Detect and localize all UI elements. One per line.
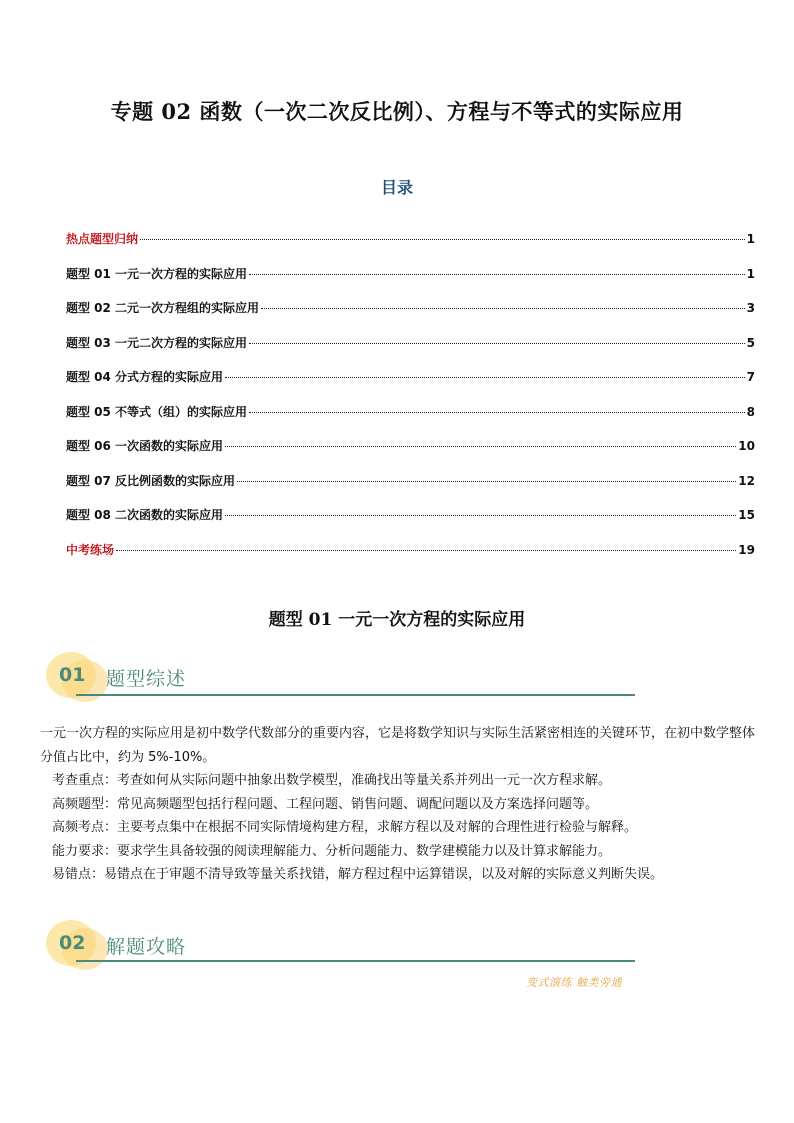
overview-point: 高频题型：常见高频题型包括行程问题、工程问题、销售问题、调配问题以及方案选择问题等。 — [52, 796, 599, 812]
banner-underline — [76, 694, 635, 696]
tagline: 变式演练 触类旁通 — [526, 976, 622, 989]
toc-entry-label: 题型 03 一元二次方程的实际应用 — [66, 335, 248, 350]
toc-entry-page: 15 — [738, 508, 755, 522]
banner-title: 解题攻略 — [106, 936, 187, 958]
toc-entry-label: 题型 01 一元一次方程的实际应用 — [66, 266, 248, 281]
overview-point: 易错点：易错点在于审题不清导致等量关系找错，解方程过程中运算错误，以及对解的实际意义判断失误。 — [52, 867, 664, 882]
toc-entry-page: 12 — [738, 473, 755, 488]
toc-entry-page: 1 — [746, 232, 755, 246]
banner-title: 题型综述 — [106, 668, 187, 690]
toc-entry-page: 8 — [746, 404, 755, 419]
toc-entry-page: 10 — [738, 439, 755, 453]
toc-leader-dots — [249, 343, 745, 344]
document-title: 专题 02 函数（一次二次反比例）、方程与不等式的实际应用 — [110, 99, 684, 124]
banner-strategy — [40, 920, 640, 970]
toc-entry-page: 1 — [746, 266, 755, 281]
banner-number: 02 — [59, 932, 86, 954]
toc-leader-dots — [249, 412, 745, 413]
toc-entry[interactable] — [66, 403, 755, 438]
toc-entry[interactable] — [66, 368, 755, 403]
toc-entry-label: 中考练场 — [66, 542, 115, 557]
overview-intro: 一元一次方程的实际应用是初中数学代数部分的重要内容，它是将数学知识与实际生活紧密相连的关键环节，在初中数学整体分值占比中，约为 5%-10%。 — [40, 726, 756, 765]
toc-entry-label: 题型 08 二次函数的实际应用 — [66, 508, 224, 522]
banner-underline — [76, 960, 635, 962]
overview-point: 能力要求：要求学生具备较强的阅读理解能力、分析问题能力、数学建模能力以及计算求解能力。 — [52, 843, 612, 859]
toc-entry-page: 19 — [738, 542, 755, 557]
toc-entry[interactable] — [66, 506, 755, 541]
toc-entry[interactable] — [66, 334, 755, 369]
toc-entry-label: 题型 05 不等式（组）的实际应用 — [66, 404, 248, 419]
overview-point: 高频考点：主要考点集中在根据不同实际情境构建方程，求解方程以及对解的合理性进行检验与解释。 — [52, 820, 638, 835]
toc-entry[interactable] — [66, 265, 755, 300]
section-title: 题型 01 一元一次方程的实际应用 — [268, 610, 526, 630]
toc-entry-label: 题型 02 二元一次方程组的实际应用 — [66, 301, 260, 315]
toc-entry-label: 热点题型归纳 — [66, 232, 139, 246]
banner-number: 01 — [59, 664, 86, 686]
toc-leader-dots — [225, 515, 736, 516]
toc-heading: 目录 — [380, 178, 413, 197]
banner-overview — [40, 652, 640, 702]
toc-leader-dots — [225, 377, 745, 378]
toc-entry[interactable] — [66, 230, 755, 265]
toc-leader-dots — [140, 239, 745, 240]
toc-entry-page: 3 — [746, 301, 755, 315]
toc-entry-label: 题型 07 反比例函数的实际应用 — [66, 473, 236, 488]
toc-entry[interactable] — [66, 299, 755, 334]
toc-entry-page: 7 — [746, 370, 755, 384]
toc-entry[interactable] — [66, 437, 755, 472]
toc-leader-dots — [261, 308, 745, 309]
overview-text — [40, 722, 756, 887]
toc-entry-page: 5 — [746, 335, 755, 350]
toc-leader-dots — [237, 481, 736, 482]
toc-entry-label: 题型 04 分式方程的实际应用 — [66, 370, 224, 384]
toc-entry-label: 题型 06 一次函数的实际应用 — [66, 439, 224, 453]
toc-leader-dots — [225, 446, 736, 447]
toc-leader-dots — [116, 550, 736, 551]
overview-point: 考查重点：考查如何从实际问题中抽象出数学模型，准确找出等量关系并列出一元一次方程求解。 — [52, 773, 612, 788]
toc-leader-dots — [249, 274, 745, 275]
toc-entry[interactable] — [66, 541, 755, 576]
table-of-contents — [66, 230, 755, 575]
toc-entry[interactable] — [66, 472, 755, 507]
